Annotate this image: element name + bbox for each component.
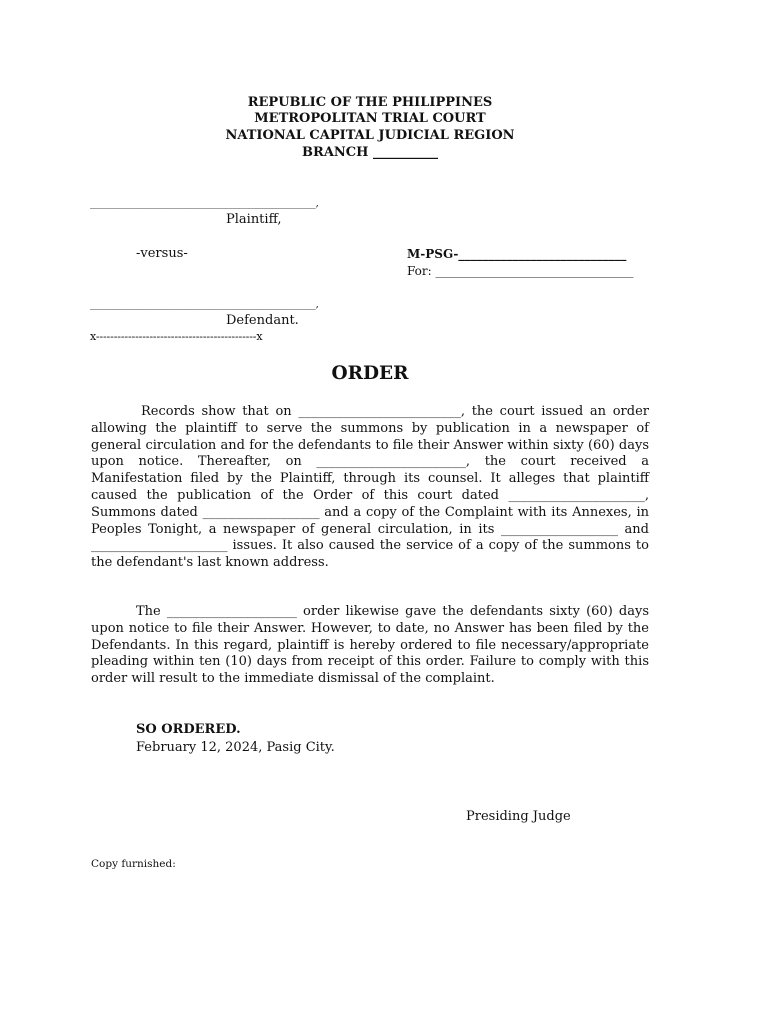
body-paragraph-1: [91, 404, 649, 572]
plaintiff-name-blank: _______________________________________________,: [90, 198, 319, 209]
so-ordered: SO ORDERED.: [136, 722, 241, 737]
header-region: NATIONAL CAPITAL JUDICIAL REGION: [225, 128, 515, 143]
versus-label: -versus-: [136, 246, 188, 261]
presiding-judge-label: Presiding Judge: [466, 809, 571, 824]
case-nature: For: _________________________________: [407, 264, 634, 278]
defendant-label: Defendant.: [226, 313, 299, 328]
paragraph-2-text: The ____________________ order likewise gave the defendants sixty (60) days upon notice to file their Answer. However, to date, no Answer has been filed by the Defendants. In this regard, plaintiff is hereby ordered to file necessary/appropriate pleading within ten (10) days from receipt of this order. Failure to comply with this order will result to the immediate dismissal of the complaint.: [91, 604, 649, 687]
header-court: METROPOLITAN TRIAL COURT: [254, 111, 486, 126]
document-title: ORDER: [331, 363, 409, 384]
plaintiff-label: Plaintiff,: [226, 212, 282, 227]
order-date-place: February 12, 2024, Pasig City.: [136, 740, 335, 755]
header-branch: BRANCH __________: [302, 145, 438, 160]
header-republic: REPUBLIC OF THE PHILIPPINES: [247, 95, 493, 110]
caption-separator: x---------------------------------------------x: [90, 330, 263, 343]
paragraph-1-text: Records show that on _________________________, the court issued an order allowing the plaintiff to serve the summons by publication in a newspaper of general circulation and for the defendants to file their Answer within sixty (60) days upon notice. Thereafter, on _______________________, the court received a Manifestation filed by the Plaintiff, through its counsel. It alleges that plaintiff caused the publication of the Order of this court dated _____________________, Summons dated __________________ and a copy of the Complaint with its Annexes, in Peoples Tonight, a newspaper of general circulation, in its __________________ and _____________________ issues. It also caused the service of a copy of the summons to the defendant's last known address.: [91, 404, 649, 571]
copy-furnished-label: Copy furnished:: [91, 858, 176, 870]
case-number: M-PSG-____________________________: [407, 247, 627, 261]
body-paragraph-2: [91, 604, 649, 688]
defendant-name-blank: _______________________________________________,: [90, 299, 319, 310]
